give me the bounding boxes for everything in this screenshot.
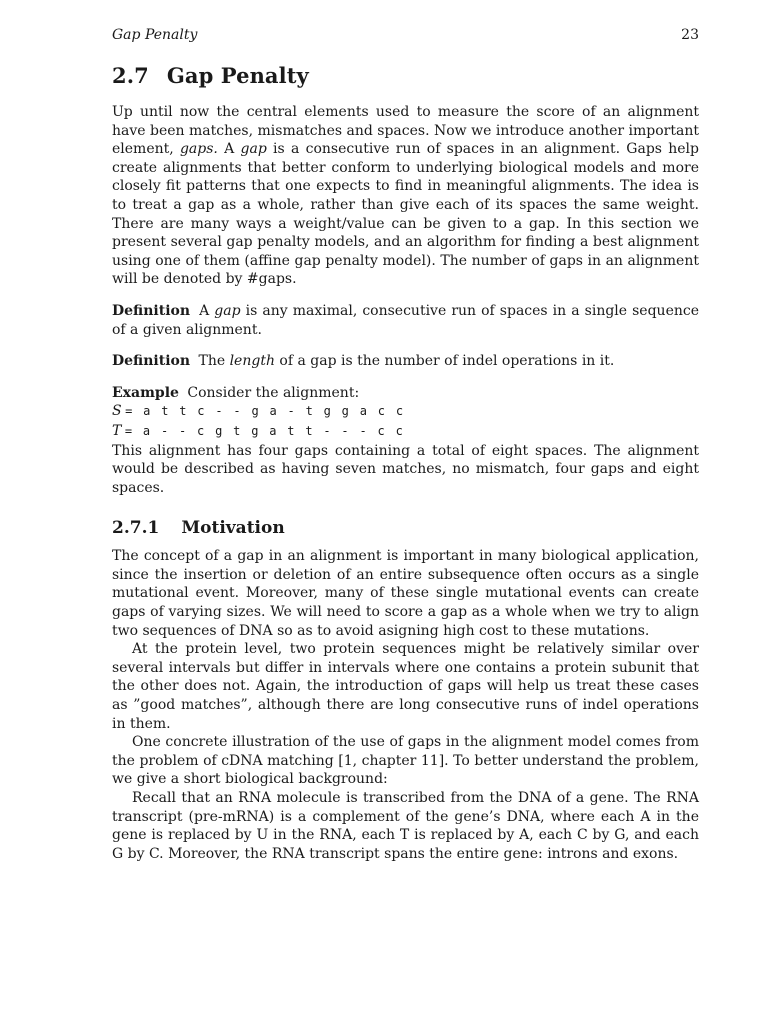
section-number: 2.7: [112, 63, 149, 88]
example-lead: [112, 384, 699, 403]
intro-text-1: Up until now the central elements used to measure the score of an alignment have been matches, mismatches and spaces. Now we introduce another important element,: [112, 104, 699, 158]
intro-term-gaps: gaps.: [179, 141, 218, 158]
definition-label: Definition: [112, 302, 191, 319]
intro-text-2: A: [217, 141, 241, 158]
running-header: [112, 26, 699, 44]
subsection-number: 2.7.1: [112, 518, 160, 539]
definition-label: Definition: [112, 353, 191, 370]
running-title: Gap Penalty: [112, 27, 198, 43]
intro-term-gap: gap: [240, 141, 267, 158]
section-title: Gap Penalty: [166, 63, 309, 88]
definition-gap: [112, 302, 699, 339]
motivation-paragraph-4: Recall that an RNA molecule is transcribed from the DNA of a gene. The RNA transcript (pre-mRNA) is a complement of the gene’s DNA, where each A in the gene is replaced by U in the RNA, each T is replaced by A, each C by G, and each G by C. Moreover, the RNA transcript spans the entire gene: introns and exons.: [112, 790, 699, 862]
definition-term: length: [229, 353, 275, 370]
example-conclusion: This alignment has four gaps containing a total of eight spaces. The alignment would be described as having seven matches, no mismatch, four gaps and eight spaces.: [112, 442, 699, 496]
intro-text-3: is a consecutive run of spaces in an alignment. Gaps help create alignments that better conform to underlying biological models and more closely fit patterns that one expects to find in meaningful alignments. The idea is to treat a gap as a whole, rather than give each of its spaces the same weight. There are many ways a weight/value can be given to a gap. In this section we present several gap penalty models, and an algorithm for finding a best alignment using one of them (affine gap penalty model). The number of gaps in an alignment will be denoted by #gaps.: [112, 141, 699, 288]
subsection-title: Motivation: [181, 518, 285, 539]
example-lead-text: Consider the alignment:: [187, 384, 360, 401]
motivation-paragraph-1: The concept of a gap in an alignment is important in many biological application, since the insertion or deletion of an entire subsequence often occurs as a single mutational event. Moreover, many of these single mutational events can create gaps of varying sizes. We will need to score a gap as a whole when we try to align two sequences of DNA so as to avoid asigning high cost to these mutations.: [112, 548, 699, 639]
alignment-row-s: [112, 402, 699, 422]
definition-text-pre: The: [198, 353, 230, 370]
subsection-heading: [112, 517, 699, 539]
section-heading: [112, 63, 699, 89]
example-block: [112, 384, 699, 498]
sequence-name-s: S: [112, 403, 122, 420]
definition-gap-length: [112, 352, 699, 371]
page-number: 23: [681, 27, 699, 43]
definition-term: gap: [214, 302, 241, 319]
sequence-s: = a t t c - - g a - t g g a c c: [125, 404, 405, 419]
sequence-t: = a - - c g t g a t t - - - c c: [124, 423, 405, 438]
motivation-paragraph-2: At the protein level, two protein sequences might be relatively similar over several intervals but differ in intervals where one contains a protein subunit that the other does not. Again, the introduction of gaps will help us treat these cases as ”good matches”, although there are long consecutive runs of indel operations in them.: [112, 641, 699, 732]
example-label: Example: [112, 384, 179, 401]
page: [112, 26, 699, 863]
definition-text-post: is any maximal, consecutive run of spaces in a single sequence of a given alignment.: [112, 302, 700, 338]
sequence-name-t: T: [112, 422, 122, 439]
motivation-paragraph-3: One concrete illustration of the use of gaps in the alignment model comes from the problem of cDNA matching [1, chapter 11]. To better understand the problem, we give a short biological background:: [112, 734, 699, 788]
alignment-row-t: [112, 422, 699, 442]
intro-paragraph: [112, 103, 699, 289]
definition-text-pre: A: [199, 302, 215, 319]
definition-text-post: of a gap is the number of indel operations in it.: [274, 353, 615, 370]
